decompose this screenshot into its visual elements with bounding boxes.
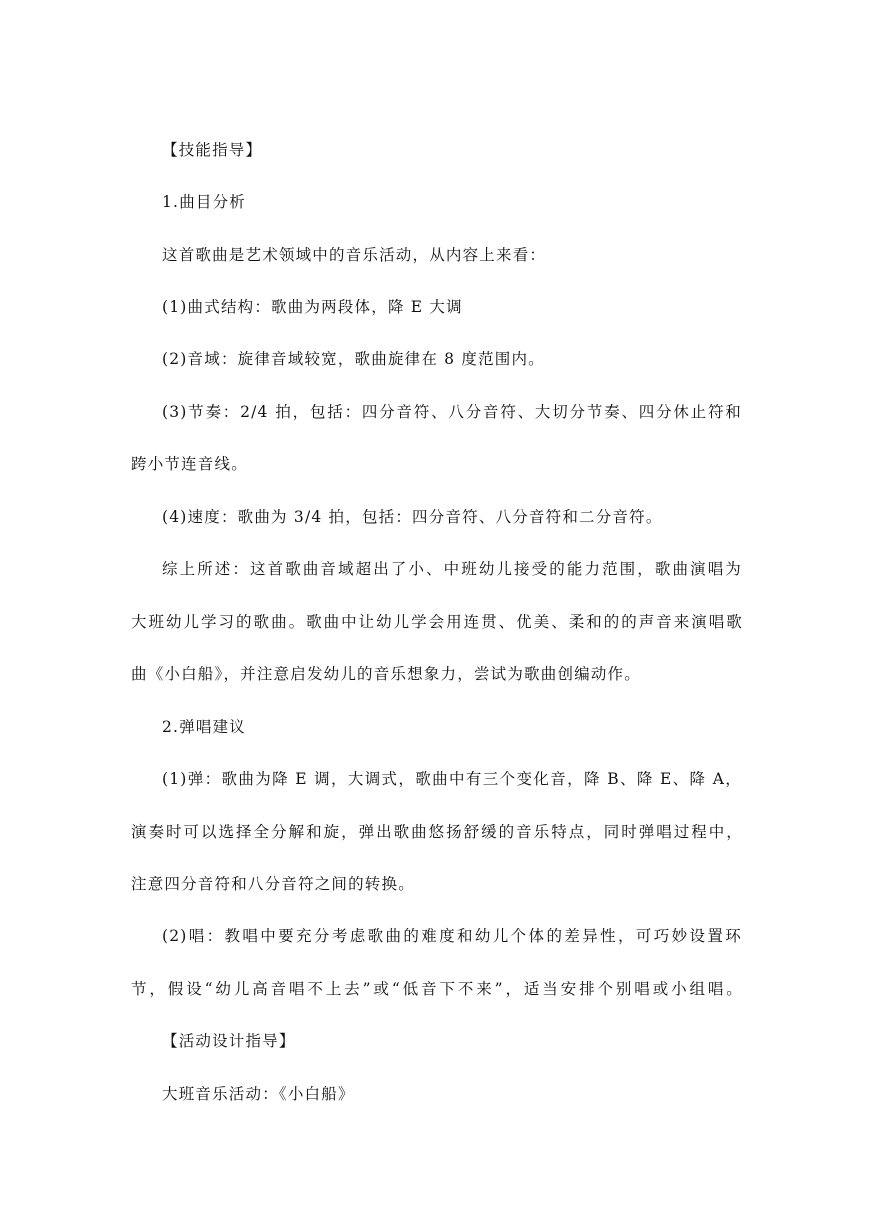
activity-title: 大班音乐活动：《小白船》: [162, 1085, 355, 1103]
subheading-song-analysis: 1.曲目分析: [162, 193, 246, 211]
paragraph-line: 曲《小白船》，并注意启发幼儿的音乐想象力，尝试为歌曲创编动作。: [131, 665, 641, 683]
section-heading-activity-design: 【活动设计指导】: [162, 1032, 296, 1050]
paragraph-line: (1)曲式结构：歌曲为两段体，降 E 大调: [162, 298, 463, 316]
section-heading-skill-guidance: 【技能指导】: [162, 141, 263, 159]
paragraph-line: 综上所述：这首歌曲音域超出了小、中班幼儿接受的能力范围，歌曲演唱为: [162, 560, 742, 578]
paragraph-line: (3)节奏：2/4 拍，包括：四分音符、八分音符、大切分节奏、四分休止符和: [162, 403, 742, 421]
paragraph-line: 这首歌曲是艺术领域中的音乐活动，从内容上来看：: [162, 246, 547, 264]
paragraph-line: 节，假设“幼儿高音唱不上去”或“低音下不来”，适当安排个别唱或小组唱。: [131, 980, 743, 998]
paragraph-line: 注意四分音符和八分音符之间的转换。: [131, 875, 415, 893]
paragraph-line: (2)音域：旋律音域较宽，歌曲旋律在 8 度范围内。: [162, 350, 545, 368]
paragraph-line: (4)速度：歌曲为 3/4 拍，包括：四分音符、八分音符和二分音符。: [162, 508, 663, 526]
paragraph-line: 演奏时可以选择全分解和旋，弹出歌曲悠扬舒缓的音乐特点，同时弹唱过程中，: [131, 823, 743, 841]
paragraph-line: 跨小节连音线。: [131, 455, 248, 473]
paragraph-line: (1)弹：歌曲为降 E 调，大调式，歌曲中有三个变化音，降 B、降 E、降 A，: [162, 770, 742, 788]
paragraph-line: 大班幼儿学习的歌曲。歌曲中让幼儿学会用连贯、优美、柔和的的声音来演唱歌: [131, 613, 743, 631]
paragraph-line: (2)唱：教唱中要充分考虑歌曲的难度和幼儿个体的差异性，可巧妙设置环: [162, 927, 742, 945]
subheading-singing-advice: 2.弹唱建议: [162, 718, 246, 736]
